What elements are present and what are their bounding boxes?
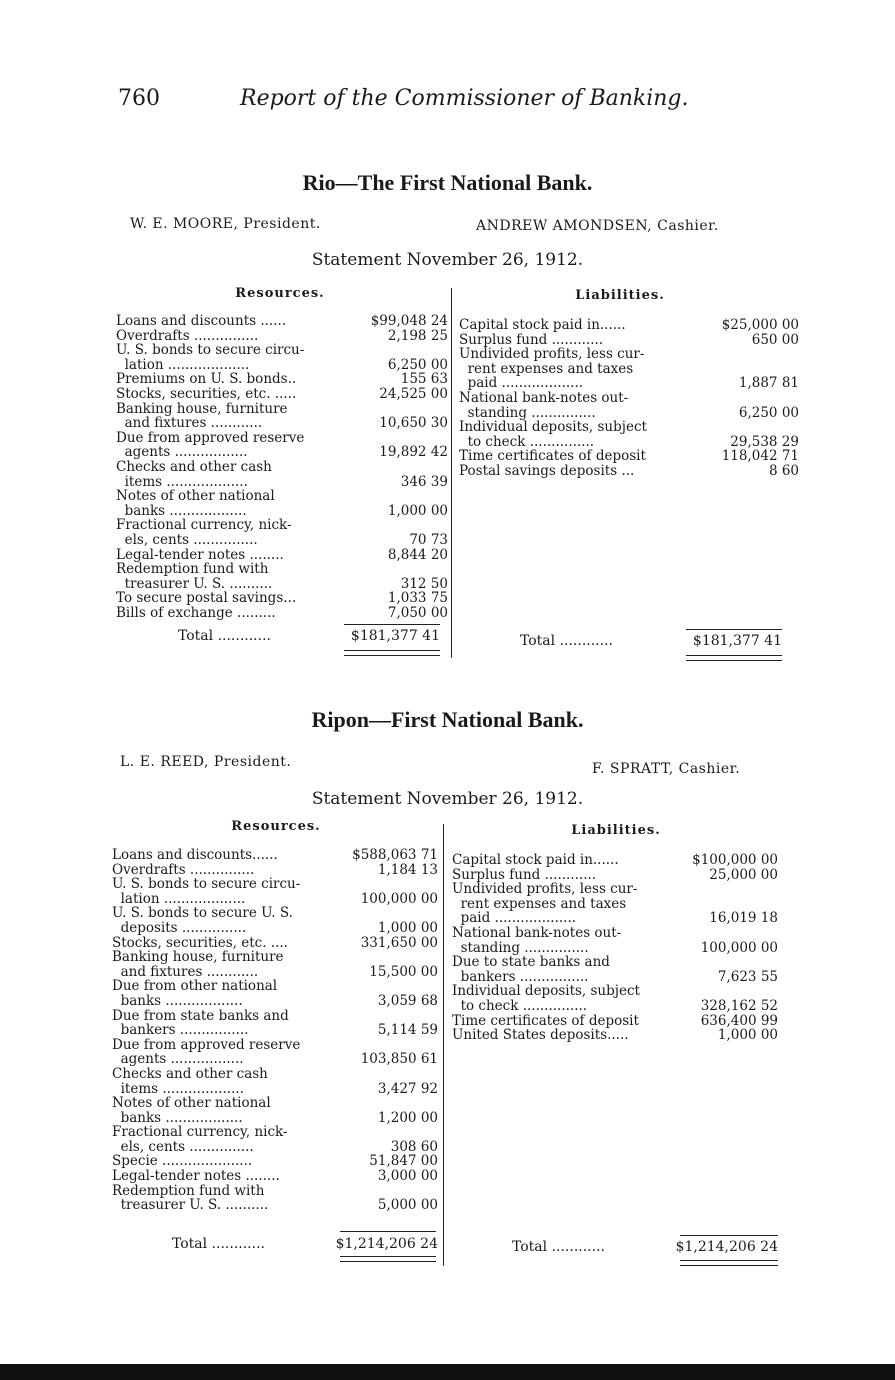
ledger-row-label: Undivided profits, less cur- bbox=[452, 881, 638, 898]
page-header bbox=[118, 86, 778, 116]
ledger-row bbox=[112, 1096, 442, 1111]
ledger-row-label: United States deposits..... bbox=[452, 1027, 629, 1044]
ledger-row-label: agents ................. bbox=[112, 1051, 244, 1068]
ledger-row bbox=[116, 314, 446, 329]
resources-list bbox=[112, 848, 442, 1213]
ledger-row-amount: $588,063 71 bbox=[352, 847, 438, 863]
ledger-row bbox=[112, 863, 442, 878]
ledger-row-amount: $100,000 00 bbox=[692, 852, 778, 868]
ledger-row bbox=[116, 460, 446, 475]
ledger-row bbox=[112, 1111, 442, 1126]
ledger-row bbox=[116, 475, 446, 490]
ledger-row-amount: $25,000 00 bbox=[721, 317, 799, 333]
total-rule bbox=[686, 629, 782, 630]
ledger-row-label: Banking house, furniture bbox=[116, 400, 288, 417]
ledger-row-amount: 5,000 00 bbox=[377, 1197, 438, 1214]
total-amount: $1,214,206 24 bbox=[675, 1239, 778, 1255]
liabilities-heading: Liabilities. bbox=[575, 288, 665, 303]
ledger-row bbox=[112, 994, 442, 1009]
ledger-row-label: Individual deposits, subject bbox=[452, 983, 640, 1000]
ledger-row-label: treasurer U. S. .......... bbox=[116, 575, 273, 592]
ledger-row-label: Redemption fund with bbox=[116, 561, 269, 578]
ledger-row-label: Bills of exchange ......... bbox=[116, 604, 276, 621]
ledger-row bbox=[112, 965, 442, 980]
ledger-row-label: Stocks, securities, etc. ..... bbox=[116, 385, 297, 402]
ledger-row bbox=[112, 1184, 442, 1199]
ledger-row-amount: 1,000 00 bbox=[377, 919, 438, 936]
ledger-row-amount: 3,000 00 bbox=[377, 1168, 438, 1185]
statement-date: Statement November 26, 1912. bbox=[311, 789, 584, 809]
column-divider bbox=[443, 824, 444, 1266]
ledger-row-amount: 6,250 00 bbox=[387, 356, 448, 373]
ledger-row bbox=[116, 372, 446, 387]
ledger-row bbox=[116, 358, 446, 373]
ledger-row-amount: 103,850 61 bbox=[360, 1051, 438, 1068]
ledger-row bbox=[112, 1154, 442, 1169]
ledger-row bbox=[116, 445, 446, 460]
ledger-row-label: Notes of other national bbox=[112, 1095, 271, 1112]
ledger-row bbox=[112, 1038, 442, 1053]
ledger-row-amount: 2,198 25 bbox=[387, 327, 448, 344]
ledger-row-amount: 100,000 00 bbox=[360, 890, 438, 907]
ledger-row-label: U. S. bonds to secure circu- bbox=[116, 342, 305, 359]
ledger-row-amount: 8,844 20 bbox=[387, 546, 448, 563]
ledger-row bbox=[459, 347, 789, 362]
ledger-row-label: standing ............... bbox=[459, 404, 596, 421]
ledger-row-label: National bank-notes out- bbox=[459, 389, 629, 406]
total-label: Total ............ bbox=[178, 628, 271, 644]
ledger-row bbox=[116, 504, 446, 519]
ledger-row bbox=[116, 387, 446, 402]
resources-heading: Resources. bbox=[231, 819, 321, 834]
ledger-row-label: To secure postal savings... bbox=[116, 590, 297, 607]
ledger-row bbox=[452, 853, 782, 868]
ledger-row bbox=[452, 1028, 782, 1043]
ledger-row bbox=[112, 906, 442, 921]
ledger-row bbox=[452, 941, 782, 956]
ledger-row-amount: 155 63 bbox=[400, 371, 448, 388]
ledger-row-label: Checks and other cash bbox=[112, 1065, 268, 1082]
ledger-row-amount: 7,050 00 bbox=[387, 604, 448, 621]
ledger-row-label: paid ................... bbox=[459, 375, 584, 392]
ledger-row-label: Banking house, furniture bbox=[112, 949, 284, 966]
ledger-row-label: and fixtures ............ bbox=[112, 963, 259, 980]
ledger-row bbox=[112, 950, 442, 965]
ledger-row bbox=[116, 431, 446, 446]
ledger-row bbox=[459, 317, 799, 333]
ledger-row bbox=[459, 448, 799, 465]
ledger-row-label: Time certificates of deposit bbox=[459, 448, 646, 465]
ledger-row-amount: 7,623 55 bbox=[717, 968, 778, 985]
total-rule bbox=[340, 1231, 436, 1232]
ledger-row-amount: 636,400 99 bbox=[700, 1012, 778, 1029]
ledger-row-label: and fixtures ............ bbox=[116, 415, 263, 432]
ledger-row-label: bankers ................ bbox=[452, 968, 589, 985]
ledger-row-amount: 1,887 81 bbox=[738, 375, 799, 392]
ledger-row-label: rent expenses and taxes bbox=[459, 360, 634, 377]
ledger-row-label: Individual deposits, subject bbox=[459, 419, 647, 436]
ledger-row bbox=[459, 391, 789, 406]
ledger-row bbox=[112, 936, 442, 951]
ledger-row bbox=[116, 402, 446, 417]
ledger-row-label: bankers ................ bbox=[112, 1022, 249, 1039]
ledger-row bbox=[459, 404, 799, 421]
ledger-row-label: rent expenses and taxes bbox=[452, 895, 627, 912]
ledger-row bbox=[116, 416, 446, 431]
ledger-row-label: Capital stock paid in...... bbox=[452, 852, 619, 868]
ledger-row-amount: 51,847 00 bbox=[369, 1153, 438, 1170]
ledger-row-label: standing ............... bbox=[452, 939, 589, 956]
ledger-row-amount: 19,892 42 bbox=[379, 444, 448, 461]
ledger-row-label: els, cents ............... bbox=[112, 1138, 254, 1155]
ledger-row bbox=[459, 375, 799, 392]
ledger-row-label: Premiums on U. S. bonds.. bbox=[116, 371, 297, 388]
bank-title: Ripon—First National Bank. bbox=[311, 707, 584, 732]
ledger-row-amount: 331,650 00 bbox=[360, 934, 438, 951]
ledger-row-label: Fractional currency, nick- bbox=[116, 517, 292, 534]
total-label: Total ............ bbox=[172, 1236, 265, 1252]
double-underline bbox=[686, 655, 782, 661]
ledger-row-label: to check ............... bbox=[459, 433, 595, 450]
ledger-row bbox=[116, 489, 446, 504]
ledger-row-label: U. S. bonds to secure U. S. bbox=[112, 905, 293, 922]
ledger-row bbox=[112, 877, 442, 892]
ledger-row bbox=[116, 606, 446, 621]
total-rule bbox=[680, 1235, 778, 1236]
ledger-row-label: Redemption fund with bbox=[112, 1182, 265, 1199]
ledger-row bbox=[452, 1014, 782, 1029]
liabilities-list bbox=[452, 853, 782, 1043]
ledger-row bbox=[112, 1023, 442, 1038]
ledger-row-label: Due from other national bbox=[112, 978, 278, 995]
ledger-row bbox=[112, 1169, 442, 1184]
ledger-row-amount: 70 73 bbox=[409, 531, 448, 548]
ledger-row-label: els, cents ............... bbox=[116, 531, 258, 548]
ledger-row bbox=[112, 1009, 442, 1024]
ledger-row bbox=[112, 1082, 442, 1097]
ledger-row-amount: 1,000 00 bbox=[717, 1027, 778, 1044]
ledger-row bbox=[112, 848, 442, 863]
ledger-row-amount: 118,042 71 bbox=[721, 448, 799, 465]
ledger-row-amount: $99,048 24 bbox=[370, 313, 448, 329]
ledger-row-label: agents ................. bbox=[116, 444, 248, 461]
total-amount: $181,377 41 bbox=[350, 628, 440, 644]
ledger-row-label: to check ............... bbox=[452, 997, 588, 1014]
ledger-row-amount: 328,162 52 bbox=[700, 997, 778, 1014]
page-number: 760 bbox=[118, 86, 160, 111]
ledger-row-label: Capital stock paid in...... bbox=[459, 317, 626, 333]
ledger-row-label: Checks and other cash bbox=[116, 458, 272, 475]
cashier-name: F. SPRATT, Cashier. bbox=[592, 761, 741, 777]
ledger-row-amount: 5,114 59 bbox=[377, 1022, 438, 1039]
ledger-row-label: deposits ............... bbox=[112, 919, 247, 936]
ledger-row bbox=[112, 1067, 442, 1082]
ledger-row-label: banks .................. bbox=[112, 1109, 243, 1126]
ledger-row-amount: 1,200 00 bbox=[377, 1109, 438, 1126]
ledger-row bbox=[116, 518, 446, 533]
ledger-row-label: paid ................... bbox=[452, 910, 577, 927]
ledger-row bbox=[459, 433, 799, 450]
ledger-row-label: Time certificates of deposit bbox=[452, 1012, 639, 1029]
ledger-row-amount: 650 00 bbox=[751, 331, 799, 348]
ledger-row-label: lation ................... bbox=[112, 890, 246, 907]
ledger-row bbox=[116, 329, 446, 344]
president-name: L. E. REED, President. bbox=[120, 754, 292, 770]
bank-title: Rio—The First National Bank. bbox=[302, 170, 593, 195]
ledger-row-label: Stocks, securities, etc. .... bbox=[112, 934, 288, 951]
double-underline bbox=[680, 1260, 778, 1266]
ledger-row bbox=[112, 979, 442, 994]
ledger-row bbox=[452, 911, 782, 926]
ledger-row bbox=[116, 562, 446, 577]
ledger-row-amount: 29,538 29 bbox=[730, 433, 799, 450]
ledger-row-label: banks .................. bbox=[116, 502, 247, 519]
ledger-row-amount: 15,500 00 bbox=[369, 963, 438, 980]
ledger-row bbox=[452, 882, 782, 897]
ledger-row-label: U. S. bonds to secure circu- bbox=[112, 876, 301, 893]
ledger-row-label: Fractional currency, nick- bbox=[112, 1124, 288, 1141]
ledger-row-amount: 3,059 68 bbox=[377, 992, 438, 1009]
ledger-row bbox=[452, 897, 782, 912]
ledger-row-amount: 1,033 75 bbox=[387, 590, 448, 607]
ledger-row-label: items ................... bbox=[116, 473, 248, 490]
ledger-row-label: Undivided profits, less cur- bbox=[459, 346, 645, 363]
liabilities-list bbox=[459, 317, 799, 479]
ledger-row-amount: 6,250 00 bbox=[738, 404, 799, 421]
ledger-row-label: lation ................... bbox=[116, 356, 250, 373]
ledger-row-label: Loans and discounts ...... bbox=[116, 313, 287, 329]
ledger-row-label: items ................... bbox=[112, 1080, 244, 1097]
ledger-row bbox=[452, 955, 782, 970]
ledger-row-amount: 308 60 bbox=[390, 1138, 438, 1155]
scan-bottom-edge bbox=[0, 1364, 895, 1380]
statement-date: Statement November 26, 1912. bbox=[311, 250, 584, 270]
ledger-row-label: Due to state banks and bbox=[452, 954, 610, 971]
ledger-row-label: Overdrafts ............... bbox=[112, 861, 255, 878]
ledger-row bbox=[112, 1052, 442, 1067]
ledger-row-label: Notes of other national bbox=[116, 488, 275, 505]
ledger-row bbox=[116, 577, 446, 592]
ledger-row bbox=[452, 970, 782, 985]
ledger-row bbox=[452, 926, 782, 941]
ledger-row-label: Legal-tender notes ........ bbox=[116, 546, 284, 563]
total-amount: $1,214,206 24 bbox=[335, 1236, 438, 1252]
ledger-row-amount: 1,000 00 bbox=[387, 502, 448, 519]
double-underline bbox=[340, 1256, 436, 1262]
ledger-row bbox=[112, 1140, 442, 1155]
ledger-row bbox=[452, 868, 782, 883]
ledger-row bbox=[459, 331, 799, 348]
ledger-row bbox=[459, 420, 789, 435]
ledger-row bbox=[452, 999, 782, 1014]
ledger-row-amount: 3,427 92 bbox=[377, 1080, 438, 1097]
ledger-row bbox=[452, 984, 782, 999]
double-underline bbox=[344, 650, 440, 656]
liabilities-heading: Liabilities. bbox=[571, 823, 661, 838]
total-amount: $181,377 41 bbox=[692, 633, 782, 649]
ledger-row-amount: 16,019 18 bbox=[709, 910, 778, 927]
ledger-row-label: Due from state banks and bbox=[112, 1007, 289, 1024]
ledger-row-amount: 25,000 00 bbox=[709, 866, 778, 883]
ledger-row-label: National bank-notes out- bbox=[452, 924, 622, 941]
resources-heading: Resources. bbox=[235, 286, 325, 301]
ledger-row-amount: 100,000 00 bbox=[700, 939, 778, 956]
ledger-row-label: Postal savings deposits ... bbox=[459, 462, 635, 479]
ledger-row bbox=[116, 591, 446, 606]
ledger-row bbox=[112, 921, 442, 936]
column-divider bbox=[451, 288, 452, 658]
ledger-row-label: Due from approved reserve bbox=[116, 429, 305, 446]
ledger-row-label: Legal-tender notes ........ bbox=[112, 1168, 280, 1185]
total-label: Total ............ bbox=[512, 1239, 605, 1255]
ledger-row-label: Surplus fund ............ bbox=[459, 331, 604, 348]
ledger-row-amount: 8 60 bbox=[768, 462, 799, 479]
ledger-row-label: treasurer U. S. .......... bbox=[112, 1197, 269, 1214]
ledger-row-label: Surplus fund ............ bbox=[452, 866, 597, 883]
cashier-name: ANDREW AMONDSEN, Cashier. bbox=[476, 218, 719, 234]
ledger-row bbox=[112, 1198, 442, 1213]
ledger-row bbox=[116, 533, 446, 548]
ledger-row-amount: 346 39 bbox=[400, 473, 448, 490]
total-label: Total ............ bbox=[520, 633, 613, 649]
running-title: Report of the Commissioner of Banking. bbox=[240, 86, 689, 111]
ledger-row-amount: 10,650 30 bbox=[379, 415, 448, 432]
president-name: W. E. MOORE, President. bbox=[130, 216, 321, 232]
ledger-row-amount: 24,525 00 bbox=[379, 385, 448, 402]
ledger-row bbox=[459, 362, 789, 377]
ledger-row-label: Overdrafts ............... bbox=[116, 327, 259, 344]
ledger-row bbox=[116, 548, 446, 563]
ledger-row-label: Specie ..................... bbox=[112, 1153, 253, 1170]
ledger-row bbox=[112, 892, 442, 907]
ledger-row-label: banks .................. bbox=[112, 992, 243, 1009]
ledger-row-label: Loans and discounts...... bbox=[112, 847, 278, 863]
ledger-row-label: Due from approved reserve bbox=[112, 1036, 301, 1053]
ledger-row-amount: 1,184 13 bbox=[377, 861, 438, 878]
total-rule bbox=[344, 624, 440, 625]
ledger-row bbox=[459, 462, 799, 479]
ledger-row bbox=[116, 343, 446, 358]
ledger-row bbox=[112, 1125, 442, 1140]
ledger-row-amount: 312 50 bbox=[400, 575, 448, 592]
resources-list bbox=[116, 314, 446, 620]
